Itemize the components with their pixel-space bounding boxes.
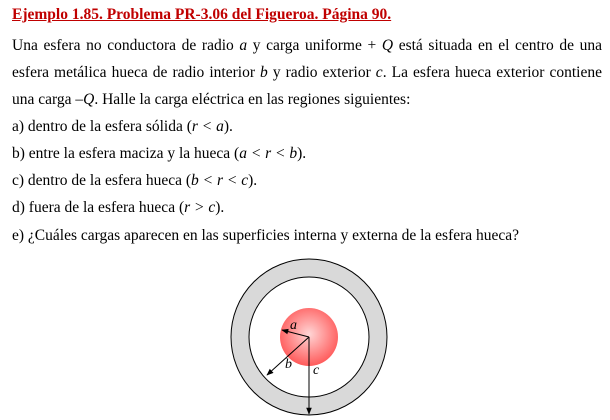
- statement-text-5: . La esfera hueca exterior contiene una carga –: [12, 64, 602, 108]
- statement-text-4: y radio exterior: [267, 64, 376, 81]
- condition-a: r < a: [191, 118, 224, 135]
- sphere-diagram: [228, 256, 392, 420]
- condition-c: b < r < c: [191, 172, 249, 189]
- statement-text-1: Una esfera no conductora de radio: [12, 37, 240, 54]
- question-a: a) dentro de la esfera sólida (r < a).: [12, 118, 233, 135]
- statement-text-2: y carga uniforme +: [247, 37, 382, 54]
- label-c: c: [313, 363, 320, 378]
- condition-b: a < r < b: [239, 145, 298, 162]
- question-d: d) fuera de la esfera hueca (r > c).: [12, 199, 225, 216]
- label-b: b: [285, 357, 292, 372]
- label-a: a: [290, 318, 297, 333]
- var-c: c: [375, 64, 383, 81]
- question-c: c) dentro de la esfera hueca (b < r < c).: [12, 172, 258, 189]
- problem-statement: [12, 32, 602, 113]
- statement-text-3: está situada en el centro de una esfera metálica hueca de radio interior: [12, 37, 602, 81]
- question-b: b) entre la esfera maciza y la hueca (a < r < b).: [12, 145, 307, 162]
- statement-text-6: . Halle la carga eléctrica en las regiones siguientes:: [94, 91, 411, 108]
- condition-d: r > c: [184, 199, 216, 216]
- var-b: b: [260, 64, 268, 81]
- page-title: Ejemplo 1.85. Problema PR-3.06 del Figueroa. Página 90.: [12, 6, 392, 23]
- var-q-neg: Q: [83, 91, 95, 108]
- var-a: a: [239, 37, 248, 54]
- var-q: Q: [381, 37, 394, 54]
- question-e: e) ¿Cuáles cargas aparecen en las superficies interna y externa de la esfera hueca?: [12, 227, 520, 244]
